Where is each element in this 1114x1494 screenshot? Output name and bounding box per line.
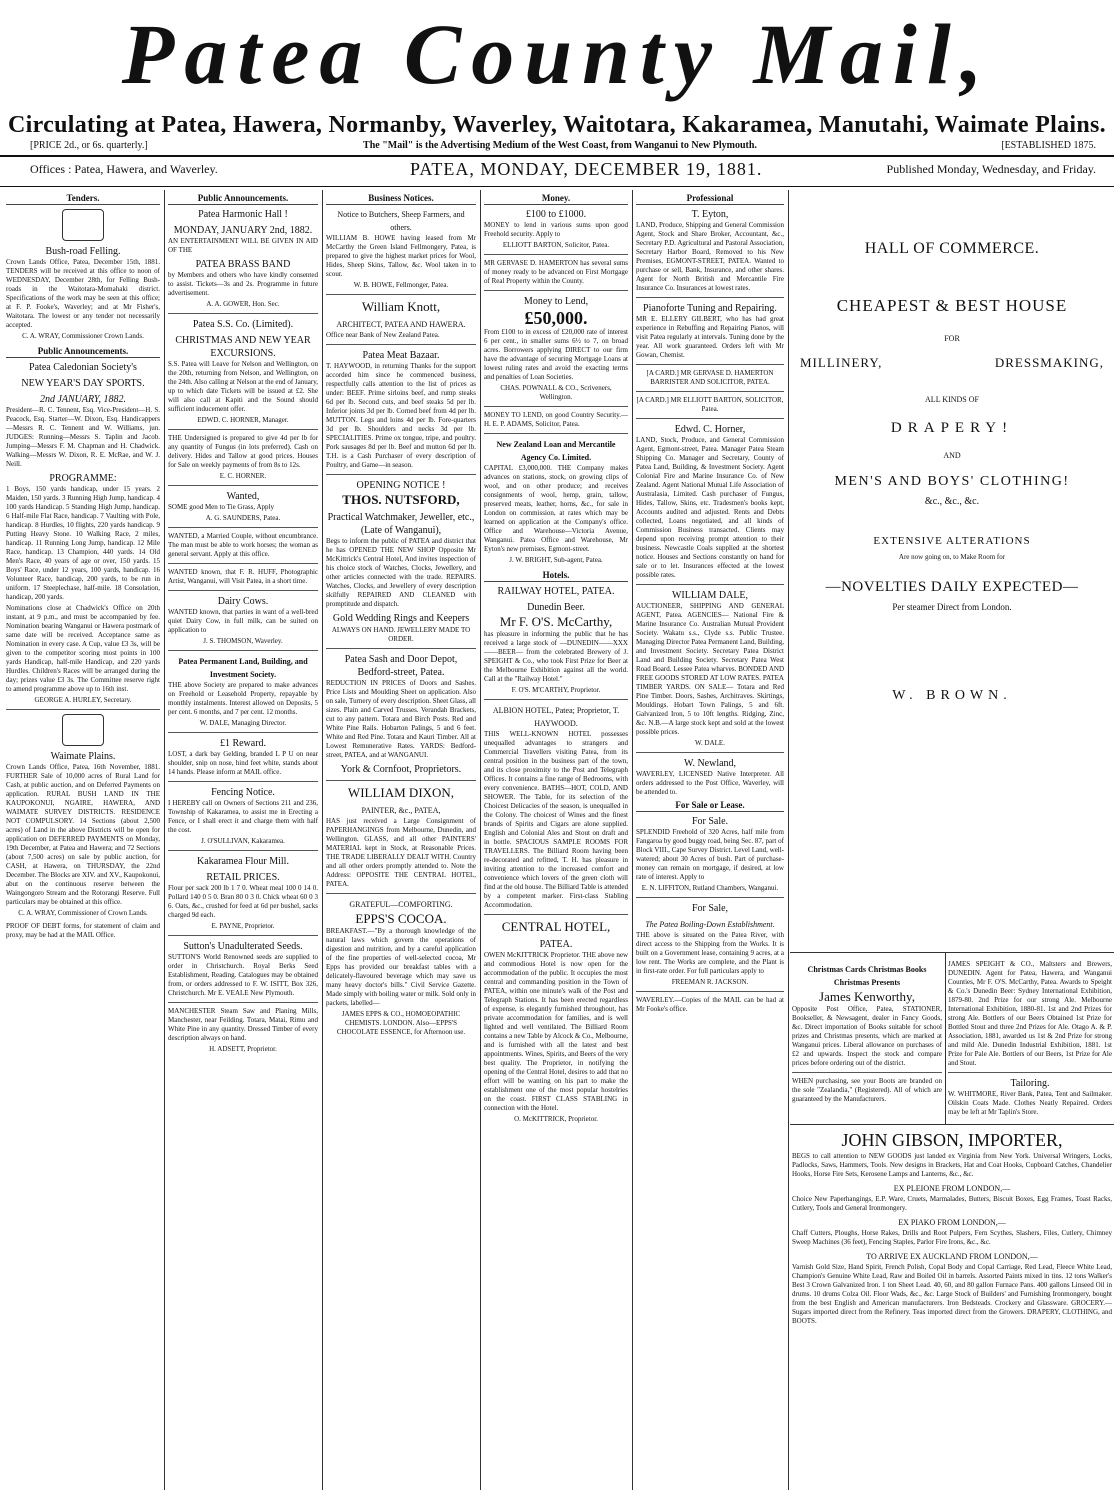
advert-line: AND <box>943 451 961 460</box>
notice-subtitle: Mr F. O'S. McCarthy, <box>499 614 613 629</box>
notice-signature: J. S. THOMSON, Waverley. <box>203 637 283 645</box>
column-rule <box>788 190 789 1490</box>
notice-title: William Knott, <box>361 299 441 314</box>
notice-title: Sutton's Unadulterated Seeds. <box>183 941 303 952</box>
divider <box>326 294 476 295</box>
notice-signature: FREEMAN R. JACKSON. <box>671 978 749 986</box>
notice-title: Dairy Cows. <box>217 596 269 607</box>
notice-body: I HEREBY call on Owners of Sections 211 and 236, Township of Kakaramea, to assist me in Erecting a Fence, or I shall erect it and charge them with half the cost. <box>168 799 318 834</box>
notice-signature: A. A. GOWER, Hon. Sec. <box>206 300 280 308</box>
notice-signature: JAMES EPPS & CO., HOMOEOPATHIC CHEMISTS. LONDON. Also—EPPS'S CHOCOLATE ESSENCE, for Afternoon use. <box>336 1010 466 1036</box>
notice-body: THE above Society are prepared to make advances on Freehold or Leasehold Property, repayable by monthly instalments. Interest allowed on Deposits, 5 per cent. 6 months, and 7 per cent. 12 months. <box>168 681 318 716</box>
notice-body: LOST, a dark bay Gelding, branded L P U on near shoulder, snip on nose, hind feet white, stands about 14 hands. Please inform at MAIL office. <box>168 750 318 776</box>
notice-signature: CHAS. POWNALL & CO., Scriveners, Wellington. <box>500 384 612 401</box>
divider <box>484 699 628 700</box>
notice-title: £1 Reward. <box>219 738 267 749</box>
notice-title: Patea Permanent Land, Building, and Investment Society. <box>178 657 308 679</box>
notice-title: Notice to Butchers, Sheep Farmers, and others. <box>337 210 465 232</box>
notice-body: S.S. Patea will Leave for Nelson and Wellington, on the 20th, returning from Nelson, and Wellington, on the 24th. Also calling at Nelson at the end of January, up to which date Tickets will be issued at £2. She will also call at Kapiti and the Sound should sufficient inducement offer. <box>168 360 318 413</box>
advert-body: Chaff Cutters, Ploughs, Horse Rakes, Drills and Root Pulpers, Fern Scythes, Slashers, Files, Cutlery, Chimney Sweep Machines (36 feet), Fencing Staples, Parlor Fire Irons, &c., &c. <box>792 1229 1112 1246</box>
advert-dressmaking: DRESSMAKING, <box>994 355 1104 370</box>
notice-body: LAND, Stock, Produce, and General Commission Agent, Egmont-street, Patea. Manager Patea Steam Shipping Co. Manager and Secretary, County of Patea Land, Building, & Investment Society. Agent Colonial Fire and Marine Insurance Co. of New Zealand. Agent National Mutual Life Association of Australasia, Limited. Cash purchaser of Fungus, Hides, Tallow, Skins, etc. Tradesmen's books kept, Accounts audited and adjusted. Rents and Debts collected, Loans negotiated, and all kinds of Commission Business transacted. Clients may depend upon receiving prompt attention to their business. Newcastle Coals supplied at the shortest notice. Houses and Sections constantly on hand for sale or to let. Insurances effected at the lowest possible rates. <box>636 436 784 579</box>
column-rule <box>632 190 633 1490</box>
notice-body: AN ENTERTAINMENT WILL BE GIVEN IN AID OF THE <box>168 237 318 254</box>
divider <box>636 991 784 992</box>
section-heading: Tenders. <box>6 192 160 205</box>
notice-body: has pleasure in informing the public that he has received a large stock of —DUNEDIN——XXX——BEER— from the celebrated Brewery of J. SPEIGHT & Co., who took First Prize for Beer at the Melbourne Exhibition against all the world. Call at the "Railway Hotel." <box>484 630 628 683</box>
advert-title: Tailoring. <box>1010 1078 1050 1089</box>
notice-title: Patea Harmonic Hall ! <box>198 209 288 220</box>
notice-subtitle: EPPS'S COCOA. <box>355 911 447 926</box>
notice-signature: O. McKITTRICK, Proprietor. <box>514 1115 598 1123</box>
divider <box>168 781 318 782</box>
divider <box>636 364 784 365</box>
notice-body: Crown Lands Office, Patea, 16th November, 1881. FURTHER Sale of 10,000 acres of Rural Land for Cash, at public auction, and on Deferred Payments on application. RURAL BUSH LAND IN THE KAUPOKONUI, NGAIRE, HAWERA, AND WAIMATE SURVEY DISTRICTS. RESIDENCE NOT COMPULSORY. 14 Sections (about 2,500 acres) of Land in the above Districts will be open for application on DEFERRED PAYMENTS on Monday, 19th December, at Patea and Hawera; and 72 Sections (about 7,500 acres) on sale by public auction, for CASH, at Hawera, on THURSDAY, the 22nd December. The Blocks are XIV. and XV., Kaupokonui, abut on the continuous reserve between the Waingongoro Stream and the Rotorangi Reserve. Full particulars may be obtained at this office. <box>6 763 160 906</box>
notice-title: Patea Sash and Door Depot, Bedford-street, Patea. <box>344 654 458 678</box>
notice-body: by Members and others who have kindly consented to assist. Tickets—3s and 2s. Programme in future advertisement. <box>168 271 318 297</box>
price-note: [PRICE 2d., or 6s. quarterly.] <box>30 140 148 151</box>
column-rule <box>322 190 323 1490</box>
notice-title: £100 to £1000. <box>525 209 587 220</box>
divider <box>0 186 1114 187</box>
notice-subtitle: ARCHITECT, PATEA AND HAWERA. <box>336 320 466 329</box>
notice-title: Kakaramea Flour Mill. <box>197 856 289 867</box>
advert-line: EXTENSIVE ALTERATIONS <box>873 535 1031 547</box>
notice-subtitle: PATEA BRASS BAND <box>195 259 291 270</box>
price-list: Flour per sack 200 lb 1 7 0. Wheat meal 100 0 14 0. Pollard 140 0 5 0. Bran 80 0 3 0. Chick wheat 60 0 3 6. Oats, &c., crushed for feed at 6d per bushel, sacks charged 9d each. <box>168 884 318 919</box>
notice-title: Edwd. C. Horner, <box>674 424 746 435</box>
price-list: T. HAYWOOD, in returning Thanks for the support accorded him since he commenced business, respectfully calls attention to the list of prices as under: BEEF. Prime sirloins beef, and rump steaks 6d per lb. Second cuts, and beef steaks 5d per lb. Inferior joints 3d per lb. Corned beef from 4d per lb. MUTTON. Legs and loins 4d per lb. Fore-quarters 3d per lb. Shoulders and necks 3d per lb. SPECIALITIES. Prime ox tongue, tripe, and poultry. Pork sausages 8d per lb. Beef and mutton 6d per lb. T.H. is a Cash Purchaser of every description of Poultry, and Game—in season. <box>326 362 476 469</box>
masthead <box>0 0 1114 108</box>
speight-advert <box>948 960 1112 1119</box>
notice-title: For Sale, <box>691 903 729 914</box>
notice-body: PROOF OF DEBT forms, for statement of claim and proxy, may be had at the MAIL Office. <box>6 922 160 939</box>
notice-body: THE Undersigned is prepared to give 4d per lb for any quantity of Fungus (in lots preferred). Cash on delivery. Hides and Tallow at good prices. Houses for Sale on weekly payments of from 8s to 12s. <box>168 434 318 469</box>
advert-heading: EX PIAKO FROM LONDON,— <box>898 1218 1006 1227</box>
advert-heading: Christmas Cards Christmas Books Christmas Presents <box>807 965 927 987</box>
notice-signature: W. DALE. <box>695 739 725 747</box>
advert-body: BEGS to call attention to NEW GOODS just landed ex Virginia from New York. Universal Wringers, Locks, Padlocks, Saws, Hammers, Tools. New designs in Brackets, Hat and Coat Hooks, Cupboard Catches, Chandelier Hooks, Horse Fire Sets, Kerosene Lamps and Lanterns, &c., &c. <box>792 1152 1112 1178</box>
divider <box>168 590 318 591</box>
column-rule <box>164 190 165 1490</box>
advert-line: Per steamer Direct from London. <box>892 602 1012 612</box>
column-4 <box>484 190 628 1490</box>
notice-signature: F. O'S. M'CARTHY, Proprietor. <box>511 686 601 694</box>
divider <box>636 418 784 419</box>
notice-body: From £100 to in excess of £20,000 rate of interest 6 per cent., in smaller sums 6½ to 7, on broad acres. Borrowers applying DIRECT to our firm have the advantage of securing Mortgage Loans at lowest ruling rates and avoid the exacting terms and penalties of Loan Societies. <box>484 328 628 381</box>
publication-days: Published Monday, Wednesday, and Friday. <box>886 162 1096 176</box>
section-heading: Public Announcements. <box>6 345 160 358</box>
notice-title: WILLIAM DALE, <box>671 590 749 601</box>
divider <box>168 935 318 936</box>
issue-date: PATEA, MONDAY, DECEMBER 19, 1881. <box>410 159 763 179</box>
notice-body: MR E. ELLERY GILBERT, who has had great experience in Rebuffing and Repairing Pianos, will visit Patea regularly at intervals. Tuning done by the year. All work guaranteed. Orders left with Mr Gowan, Chemist. <box>636 315 784 359</box>
notice-title: W. Newland, <box>683 758 737 769</box>
notice-body: THE above is situated on the Patea River, with direct access to the Shipping from the Works. It is built on a Government lease, containing 9 acres, at a low rent. The Works are complete, and the Plant is in first-rate order. For full particulars apply to <box>636 931 784 975</box>
offices-note: Offices : Patea, Hawera, and Waverley. <box>30 162 218 176</box>
notice-subtitle: THOS. NUTSFORD, <box>342 492 460 507</box>
notice-signature: A. G. SAUNDERS, Patea. <box>205 514 281 522</box>
notice-title: Gold Wedding Rings and Keepers <box>332 613 470 624</box>
notice-signature: GEORGE A. HURLEY, Secretary. <box>34 696 132 704</box>
divider <box>6 709 160 710</box>
notice-signature: York & Cornfoot, Proprietors. <box>340 764 462 775</box>
notice-body: SPLENDID Freehold of 320 Acres, half mile from Fangaroa by good buggy road, being Sec. 87, part of Block VIII., Cape Survey District. Level Land, well-watered; about 30 Acres of bush. Part of purchase-money can remain on mortgage, if desired, at low rate of interest. Apply to <box>636 828 784 881</box>
notice-body: WANTED known, that parties in want of a well-bred quiet Dairy Cow, in full milk, can be suited on application to <box>168 608 318 634</box>
notice-title: ALBION HOTEL, Patea; Proprietor, T. HAYWOOD. <box>492 706 620 728</box>
programme-list: 1 Boys, 150 yards handicap, under 15 years. 2 Maiden, 150 yards. 3 Running High Jump, handicap. 4 100 yards Handicap. 5 Standing High Jump, handicap. 6 Half-mile Flat Race, handicap. 7 Vaulting with Pole, handicap. 8 Hurdles, 10 flights, 220 yards handicap. 9 Putting Heavy Stone. 10 Walking Race, 2 miles, handicap. 11 Running Long Jump, handicap. 12 Mile Race, handicap. 13 Champion, 440 yards. 14 Old Men's Race, 40 years of age or over, 150 yards. 15 Boys' Race, under 12 years, 100 yards, handicap. 16 Volunteer Race, handicap, 200 yards, to be run in uniform. 17 Steeplechase, half-mile. 18 Consolation, handicap, 200 yards. <box>6 485 160 601</box>
divider <box>484 406 628 407</box>
notice-date: MONDAY, JANUARY 2nd, 1882. <box>173 225 313 236</box>
programme-heading: PROGRAMME: <box>49 473 117 484</box>
divider <box>168 650 318 651</box>
advert-line: ALL KINDS OF <box>925 395 979 404</box>
notice-title: T. Eyton, <box>691 209 729 220</box>
notice-title: Bush-road Felling. <box>45 246 121 257</box>
notice-body: OWEN McKITTRICK Proprietor. THE above new and commodious Hotel is now open for the accommodation of the public. It occupies the most central and commanding position in the Town of PATEA, within one minute's walk of the Post and Telegraph Stations. It has been erected regardless of expense, is elegantly furnished throughout, has private accommodation for families, and is well lighted and well ventilated. The Billiard Room contains a new Table by Alcock & Co., Melbourne, and is furnished with all the latest and best appointments. Wines, Spirits, and Beers of the very best quality. The Proprietor, in notifying the opening of the Central Hotel, desires to add that no effort will be wanting on his part to make the establishment one of the most popular hostelries on the coast. FIRST CLASS STABLING in connection with the Hotel. <box>484 951 628 1112</box>
section-heading: Money. <box>484 192 628 205</box>
circulation-line: Circulating at Patea, Hawera, Normanby, Waverley, Waitotara, Kakaramea, Manutahi, Waimate Plains. <box>8 112 1106 138</box>
crest-icon <box>62 714 104 746</box>
notice-title: CENTRAL HOTEL, <box>501 919 611 934</box>
advert-line: —NOVELTIES DAILY EXPECTED— <box>825 579 1079 595</box>
notice-subtitle: The Patea Boiling-Down Establishment. <box>645 920 775 929</box>
business-card: [A CARD.] MR ELLIOTT BARTON, SOLICITOR, Patea. <box>636 396 784 413</box>
notice-signature: H. ADSETT, Proprietor. <box>209 1045 277 1053</box>
section-heading: Business Notices. <box>326 192 476 205</box>
advert-body: JAMES SPEIGHT & CO., Maltsters and Brewers, DUNEDIN. Agent for Patea, Hawera, and Wanganui Counties, Mr F. O'S. McCarthy, Patea. Awards to Speight & Co.'s Dunedin Beer: Sydney International Exhibition, 1879-80. 2nd Prize for our strong Ale. Melbourne International Exhibition, 1880-81. 1st and 2nd Prizes for strong Ale. Bottlers of our Beers Obtained 1st Prize for Bottled Stout and three 2nd Prizes for Ale. Otago A. & P. Association, 1881, awarded us 1st & 2nd Prize for strong and mild Ale. Dunedin Industrial Exhibition, 1881. 1st Prize for Pale Ale. Bottlers of our Beers, 1st Prize for Ale and Stout. <box>948 960 1112 1067</box>
advert-line <box>790 355 1114 371</box>
divider <box>168 485 318 486</box>
notice-body: THIS WELL-KNOWN HOTEL possesses unequalled advantages to strangers and Commercial Travellers visiting Patea, from its central position in the business part of the town, and its close proximity to the Post and Telegraph Offices. It contains a fine range of Bedrooms, with every convenience. BATHS—HOT, COLD, AND SHOWER. The Table, for its selection of the Choicest Delicacies of the season, is unequalled in the Colony. The choicest of Wines and the finest brands of Spirits and Cigars are alone supplied. English and Colonial Ales and Stout on draft and in bottle. SPACIOUS SAMPLE ROOMS FOR TRAVELLERS. The Billiard Room having been re-decorated and refitted, T. H. has pleasure in inviting attention to the increased comfort and convenience which lovers of the green cloth will find at the old house. The Billiard Table is attended by a competent marker. First-class Stabling Accommodation. <box>484 730 628 909</box>
notice-subtitle: PATEA. <box>539 939 573 950</box>
divider <box>168 732 318 733</box>
divider <box>326 780 476 781</box>
notice-body: Crown Lands Office, Patea, December 15th, 1881. TENDERS will be received at this office to noon of WEDNESDAY, December 28th, for Felling Bush-roads in the Waitotara-Momahaki district. Specifications of the work may be seen at this office; at F. P. Fooke's, Waverley; and at Mr Fisher's, Waitotara. The lowest or any tender not necessarily accepted. <box>6 258 160 329</box>
notice-title: OPENING NOTICE ! <box>356 480 446 491</box>
notice-title: Patea Caledonian Society's <box>29 362 137 373</box>
notice-body: ALWAYS ON HAND. JEWELLERY MADE TO ORDER. <box>331 626 471 643</box>
divider <box>326 344 476 345</box>
notice-body: BREAKFAST.—"By a thorough knowledge of the natural laws which govern the operations of digestion and nutrition, and by a careful application of the fine properties of well-selected cocoa, Mr Epps has provided our breakfast tables with a delicately-flavoured beverage which may save us many heavy doctor's bills." Civil Service Gazette. Made simply with boiling water or milk. Sold only in packets, labelled— <box>326 927 476 1007</box>
advert-line: &c., &c., &c. <box>924 496 980 507</box>
notice-subtitle: PAINTER, &c., PATEA, <box>361 806 441 815</box>
advert-millinery: MILLINERY, <box>800 355 883 370</box>
advert-body: Opposite Post Office, Patea, STATIONER, Bookseller, & Newsagent, dealer in Fancy Goods, &c. Direct importation of Books suitable for school prizes and Christmas presents, which are marked at Wanganui prices. Liberal allowance on purchases of £2 and upwards. Inspect the stock and compare prices before ordering out of the district. <box>792 1005 942 1067</box>
notice-body: MANCHESTER Steam Saw and Planing Mills, Manchester, near Feilding. Totara, Matai, Rimu and White Pine in any quantity. Dressed Timber of every description always on hand. <box>168 1007 318 1042</box>
divider <box>168 563 318 564</box>
notice-body: President—R. C. Tennent, Esq. Vice-President—H. S. Peacock, Esq. Starter—W. Dixon, Esq. Handicappers—Messrs R. C. Tennent and W. Williams, jun. JUDGES: Running—Messrs S. Taplin and Jacob. Jumping—Messrs F. M. Chapman and H. Chadwick. Walking—Messrs W. Dixon, R. E. McRae, and W. J. Neill. <box>6 406 160 468</box>
divider <box>326 474 476 475</box>
notice-body: CAPITAL £3,000,000. THE Company makes advances on stations, stock, on growing clips of wool, and on other produce; and receives consignments of wool, hemp, grain, tallow, preserved meats, leather, horns, &c., for sale in London on commission, at rates which may be learned on application at the Company's office. Office and Warehouse—Victoria Avenue, Wanganui. Patea Office and Warehouse, Mr Eyton's new premises, Egmont-street. <box>484 464 628 553</box>
column-1 <box>6 190 160 1490</box>
divider <box>948 1072 1112 1073</box>
notice-body: WAVERLEY, LICENSED Native Interpreter. All orders addressed to the Post Office, Waverley, will be attended to. <box>636 770 784 796</box>
column-5 <box>636 190 784 1490</box>
divider <box>168 429 318 430</box>
business-card: [A CARD.] MR GERVASE D. HAMERTON BARRISTER AND SOLICITOR, PATEA. <box>646 369 774 386</box>
divider <box>326 648 476 649</box>
notice-title: GRATEFUL—COMFORTING. <box>349 900 453 909</box>
notice-body: HAS just received a Large Consignment of PAPERHANGINGS from Melbourne, Dunedin, and Wellington. GLASS, and all other PAINTERS' MATERIAL kept in Stock, at Reasonable Prices. THE TRADE LIBERALLY DEALT WITH. Country and all other orders promptly attended to. Note the Address: OPPOSITE THE CENTRAL HOTEL, PATEA. <box>326 817 476 888</box>
notice-signature: E. N. LIFFITON, Rutland Chambers, Wanganui. <box>641 884 779 892</box>
column-3 <box>326 190 476 1490</box>
notice-body: MR GERVASE D. HAMERTON has several sums of money ready to be advanced on First Mortgage of Real Property within the County. <box>484 259 628 285</box>
crest-icon <box>62 209 104 241</box>
divider <box>0 155 1114 157</box>
notice-amount: £50,000. <box>524 308 588 328</box>
section-heading: Public Announcements. <box>168 192 318 205</box>
notice-signature: ELLIOTT BARTON, Solicitor, Patea. <box>502 241 610 249</box>
notice-subtitle: NEW YEAR'S DAY SPORTS. <box>21 378 145 389</box>
advert-heading: TO ARRIVE EX AUCKLAND FROM LONDON,— <box>866 1252 1038 1261</box>
notice-title: Pianoforte Tuning and Repairing. <box>643 303 777 314</box>
notice-body: WANTED known, that F. R. HUFF, Photographic Artist, Wanganui, will Visit Patea, in a short time. <box>168 568 318 585</box>
kenworthy-advert <box>792 960 942 1106</box>
advert-line: DRAPERY! <box>890 420 1014 436</box>
advert-body: WHEN purchasing, see your Boots are branded on the sole "Zealandia," (Registered). All of which are guaranteed by the Manufacturers. <box>792 1077 942 1103</box>
notice-body: SOME good Men to Tie Grass, Apply <box>168 503 274 511</box>
notice-title: Patea S.S. Co. (Limited). <box>192 319 294 330</box>
advert-body: W. WHITMORE, River Bank, Patea, Tent and Sailmaker. Oilskin Coats Made. Clothes Neatly Repaired. Orders may be left at Mr Taplin's Store. <box>948 1090 1112 1116</box>
notice-subtitle: Practical Watchmaker, Jeweller, etc., (Late of Wanganui), <box>327 512 475 536</box>
notice-body: MONEY TO LEND, on good Country Security.—H. E. P. ADAMS, Solicitor, Patea. <box>484 411 628 428</box>
notice-subtitle: RETAIL PRICES. <box>206 872 280 883</box>
notice-body: AUCTIONEER, SHIPPING AND GENERAL AGENT, Patea. AGENCIES— National Fire & Marine Insurance Co. Australian Mutual Provident Society. Wakatu s.s., Clyde s.s. Public Trustee. Managing Director Patea Permanent Land, Building, and Investment Society. Secretary Patea District Land and Building Society. Secretary Patea West Road Board. Lessee Patea wharves. BONDED AND FREE GOODS STORED AT LOW RATES. PATEA TIMBER YARDS. ON SALE— Totara and Red Pine Timber. Doors, Sashes, Architraves. Skirtings, Mouldings. Hobart Town Palings, 5 and 6ft. Galvanized Iron, 5 to 10ft lengths. Ridging, Zinc, &c. N.B.—A large stock kept and sold at the lowest possible prices. <box>636 602 784 736</box>
notice-body: MONEY to lend in various sums upon good Freehold security. Apply to <box>484 221 628 238</box>
notice-signature: C. A. WRAY, Commissioner Crown Lands. <box>22 332 144 340</box>
advert-body: Choice New Paperhangings, E.P. Ware, Cruets, Marmalades, Butters, Biscuit Boxes, Egg Frames, Toast Racks, Cutlery, Tools and General Ironmongery. <box>792 1195 1112 1212</box>
advert-heading: EX PLEIONE FROM LONDON,— <box>893 1184 1011 1193</box>
divider <box>168 1002 318 1003</box>
notice-title: Money to Lend, <box>523 296 589 307</box>
notice-signature: W. B. HOWE, Fellmonger, Patea. <box>353 281 449 289</box>
gibson-advert <box>792 1128 1112 1328</box>
advert-title: HALL OF COMMERCE. <box>864 240 1040 257</box>
divider <box>792 1072 942 1073</box>
notice-subtitle: Dunedin Beer. <box>527 602 585 613</box>
notice-body: SUTTON'S World Renowned seeds are supplied to order in Christchurch. Royal Berks Seed Establishment, Reading. Catalogues may be obtained from, or orders addressed to F. W. ISITT, Box 326, Christchurch. Mr E. VEALE New Plymouth. <box>168 953 318 997</box>
section-heading: Hotels. <box>484 569 628 582</box>
column-rule <box>945 952 946 1124</box>
notice-title: New Zealand Loan and Mercantile Agency Co. Limited. <box>496 440 616 462</box>
notice-title: RAILWAY HOTEL, PATEA. <box>497 586 615 597</box>
notice-signature: E. PAYNE, Proprietor. <box>211 922 275 930</box>
notice-subtitle: CHRISTMAS AND NEW YEAR EXCURSIONS. <box>175 335 311 359</box>
advert-line: FOR <box>944 334 960 343</box>
notice-title: Wanted, <box>226 491 260 502</box>
section-heading: For Sale or Lease. <box>636 799 784 812</box>
notice-signature: C. A. WRAY, Commissioner of Crown Lands. <box>18 909 148 917</box>
notice-signature: J. O'SULLIVAN, Kakaramea. <box>201 837 285 845</box>
divider <box>790 952 1114 953</box>
notice-body: Nominations close at Chadwick's Office on 20th instant, at 9 p.m., and must be accompanied by fee. Nomination bearing Wanganui or Hawera postmark of same date will be received. Acceptance same as Nomination in every case. A Cup, value £3 3s, will be given to the competitor scoring most points in 100 yards Handicap, half-mile Handicap, and 220 yards Hurdles. Children's Races will be arranged during the day; prizes value £3 3s. The Committee reserve right to amend programme above up to 16th inst. <box>6 604 160 693</box>
notice-body: Office near Bank of New Zealand Patea. <box>326 331 440 339</box>
divider <box>168 850 318 851</box>
divider <box>636 391 784 392</box>
advert-line: MEN'S AND BOYS' CLOTHING! <box>834 474 1070 489</box>
divider <box>484 433 628 434</box>
advert-line: CHEAPEST & BEST HOUSE <box>836 296 1068 315</box>
medium-note: The "Mail" is the Advertising Medium of the West Coast, from Wanganui to New Plymouth. <box>363 140 757 151</box>
divider <box>636 752 784 753</box>
column-rule <box>480 190 481 1490</box>
divider <box>484 290 628 291</box>
advert-signature: W. BROWN. <box>892 688 1012 703</box>
notice-body: WANTED, a Married Couple, without encumbrance. The man must be able to work horses; the woman as general servant. Apply at this office. <box>168 532 318 558</box>
notice-title: Waimate Plains. <box>50 751 116 762</box>
notice-title: Patea Meat Bazaar. <box>362 350 440 361</box>
divider <box>168 527 318 528</box>
advert-title: James Kenworthy, <box>819 989 915 1004</box>
notice-signature: E. C. HORNER. <box>219 472 267 480</box>
notice-title: Fencing Notice. <box>211 787 275 798</box>
notice-body: WAVERLEY.—Copies of the MAIL can be had at Mr Fooke's office. <box>636 996 784 1013</box>
notice-body: LAND, Produce, Shipping and General Commission Agent, Stock and Share Broker, Accountant, &c., Secretary P.D. Agricultural and Pastoral Association, Secretary Harbor Board, Removed to his New Premises, EGMONT-STREET, PATEA. Wanted to purchase or sell, Bank, Insurance, and other shares. Agent for North British and Mercantile Fire Insurance Co. Insurances at lowest rates. <box>636 221 784 292</box>
notice-body: REDUCTION IN PRICES of Doors and Sashes. Price Lists and Moulding Sheet on application. Also on sale, Turnery of every description. Sheet Glass, all sizes. Plain and Carved Trusses. Verandah Brackets, cut to any pattern. Totara and Birch Posts. Red and White Pine Rails. Hobarton Palings, 5 and 6 feet. White and Red Pine. Totara and Kauri Timber. All at Lowest Remunerative Rates. YARDS: Bedford-street, PATEA, and at WANGANUI. <box>326 679 476 759</box>
notice-signature: J. W. BRIGHT, Sub-agent, Patea. <box>509 556 603 564</box>
newspaper-title: Patea County Mail, <box>121 6 993 102</box>
divider <box>790 1124 1114 1125</box>
advert-body: Varnish Gold Size, Hand Spirit, French Polish, Copal Body and Copal Carriage, Red Lead, Fleece White Lead, Champion's Genuine White Lead, Raw and Boiled Oil in barrels. Assorted Paints mixed in tins. 12 tons Walker's Best 3 Crown Galvanized Iron. 1 ton Sheet Lead. 40, 60, and 80 gallon Furnace Pans. 400 gallons Linseed Oil in drums. 10 drums Colza Oil. Floor Wads, &c., &c. Large Stock of Builders' and Furnishing Ironmongery, bought from the best English and American manufacturers. Iron Bedsteads. Crockery and Glassware. GROCERY.—Sugars imported direct from the Refinery. Teas imported direct from the Growers. DRAPERY, CLOTHING, and BOOTS. <box>792 1263 1112 1325</box>
established-note: [ESTABLISHED 1875. <box>1001 140 1096 151</box>
notice-body: WILLIAM B. HOWE having leased from Mr McCarthy the Green Island Fellmongery, Patea, is prepared to give the highest market prices for Wool, Hides, Sheep Skins, Tallow, &c. Wool taken in to scour. <box>326 234 476 278</box>
notice-signature: W. DALE, Managing Director. <box>199 719 287 727</box>
divider <box>636 584 784 585</box>
section-heading: Professional <box>636 192 784 205</box>
divider <box>636 897 784 898</box>
notice-signature: EDWD. C. HORNER, Manager. <box>197 416 289 424</box>
divider <box>484 914 628 915</box>
hall-of-commerce-advert <box>790 190 1114 940</box>
notice-body: Begs to inform the public of PATEA and district that he has OPENED THE NEW SHOP Opposite Mr McKittrick's Central Hotel, And invites inspection of his choice stock of Watches, Clocks, Jewellery, and other articles connected with the trade. REPAIRS. Watches, Clocks, and Jewellery of every description skilfully REPAIRED AND CLEANED with promptitude and dispatch. <box>326 537 476 608</box>
divider <box>168 313 318 314</box>
column-2 <box>168 190 318 1490</box>
divider <box>484 254 628 255</box>
advert-title: JOHN GIBSON, IMPORTER, <box>841 1130 1063 1150</box>
advert-line: Are now going on, to Make Room for <box>898 553 1006 561</box>
divider <box>326 893 476 894</box>
notice-date: 2nd JANUARY, 1882. <box>39 394 127 405</box>
notice-title: For Sale. <box>691 816 729 827</box>
notice-title: WILLIAM DIXON, <box>347 785 455 800</box>
divider <box>636 297 784 298</box>
